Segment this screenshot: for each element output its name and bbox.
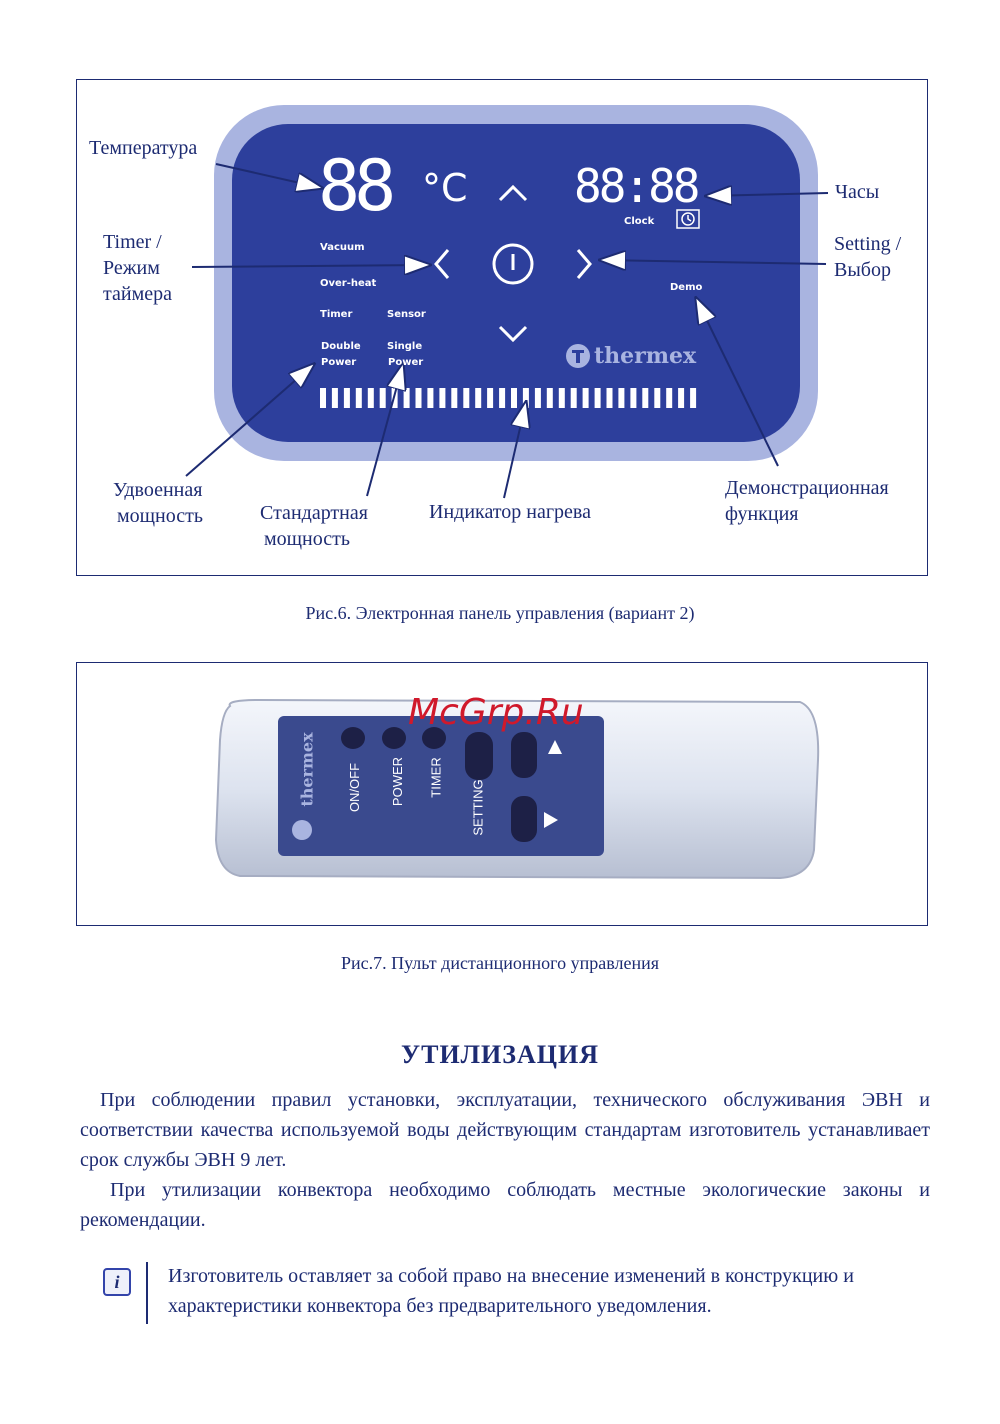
manufacturer-note: Изготовитель оставляет за собой право на внесение изменений в конструкцию и характеристики конвектора без предварительного уведомления. xyxy=(168,1265,854,1317)
heat-bar xyxy=(571,388,577,408)
heat-bar xyxy=(690,388,696,408)
paragraph-service-life: При соблюдении правил установки, эксплуатации, технического обслуживания ЭВН и соответствии качества используемой воды действующим стандартам изготовитель устанавливает срок службы ЭВН 9 лет. xyxy=(80,1089,930,1171)
heat-bar xyxy=(368,388,374,408)
heat-bar xyxy=(416,388,422,408)
heat-bar xyxy=(642,388,648,408)
heat-bar xyxy=(332,388,338,408)
label-demo-2: функция xyxy=(725,503,799,525)
vacuum-label: Vacuum xyxy=(320,242,365,253)
heat-bar xyxy=(356,388,362,408)
heat-bar xyxy=(487,388,493,408)
clock-display: 88:88 xyxy=(574,159,698,213)
heat-bar xyxy=(511,388,517,408)
heat-bar xyxy=(678,388,684,408)
remote-control-illustration xyxy=(0,640,1000,940)
heat-bar xyxy=(559,388,565,408)
label-demo-1: Демонстрационная xyxy=(725,477,889,499)
single-power-label-1: Single xyxy=(387,341,423,352)
timer-label: Timer xyxy=(320,309,353,320)
label-timer: Timer / xyxy=(103,231,162,253)
paragraph-disposal: При утилизации конвектора необходимо соблюдать местные экологические законы и рекомендации. xyxy=(80,1179,930,1231)
label-double-power-2: мощность xyxy=(117,505,203,527)
remote-power-label: POWER xyxy=(390,756,406,807)
label-timer-mode-1: Режим xyxy=(103,257,160,279)
figure-7-caption: Рис.7. Пульт дистанционного управления xyxy=(340,953,660,973)
setting-button xyxy=(465,732,493,780)
heat-bar xyxy=(451,388,457,408)
brand-logo-text: thermex xyxy=(594,343,697,369)
remote-timer-label: TIMER xyxy=(428,757,444,798)
temperature-unit: °C xyxy=(422,166,468,210)
label-setting-2: Выбор xyxy=(834,259,891,281)
clock-label: Clock xyxy=(624,216,655,227)
label-double-power-1: Удвоенная xyxy=(113,479,203,501)
double-power-label-1: Double xyxy=(321,341,361,352)
remote-brand-text: thermex xyxy=(297,732,317,807)
heat-bar xyxy=(404,388,410,408)
label-clock: Часы xyxy=(835,181,880,203)
heat-bar xyxy=(344,388,350,408)
info-icon: i xyxy=(103,1268,131,1296)
label-timer-mode-2: таймера xyxy=(103,283,172,305)
heat-bar xyxy=(547,388,553,408)
heat-bar xyxy=(320,388,326,408)
heat-bar xyxy=(630,388,636,408)
single-power-label-2: Power xyxy=(388,357,424,368)
figure-6-caption: Рис.6. Электронная панель управления (вариант 2) xyxy=(305,603,695,623)
overheat-label: Over-heat xyxy=(320,278,377,289)
up-button xyxy=(511,732,537,778)
watermark: McGrp.Ru xyxy=(408,692,584,733)
heat-bar xyxy=(499,388,505,408)
heat-bar xyxy=(583,388,589,408)
thermex-logo-icon xyxy=(566,344,590,368)
label-standard-power-1: Стандартная xyxy=(260,502,368,524)
section-title: УТИЛИЗАЦИЯ xyxy=(401,1040,599,1069)
label-standard-power-2: мощность xyxy=(264,528,350,550)
double-power-label-2: Power xyxy=(321,357,357,368)
heat-bar xyxy=(463,388,469,408)
down-button xyxy=(511,796,537,842)
label-heat-indicator: Индикатор нагрева xyxy=(429,501,591,523)
label-setting-1: Setting / xyxy=(834,233,902,255)
heat-bar xyxy=(595,388,601,408)
sensor-label: Sensor xyxy=(387,309,426,320)
heat-bar xyxy=(666,388,672,408)
power-button xyxy=(382,727,406,749)
heat-bar xyxy=(618,388,624,408)
on-off-button xyxy=(341,727,365,749)
heat-bar xyxy=(427,388,433,408)
note-divider xyxy=(146,1262,148,1324)
remote-logo-icon xyxy=(292,820,312,840)
demo-label: Demo xyxy=(670,282,703,293)
label-temperature: Температура xyxy=(89,137,198,159)
remote-on-off-label: ON/OFF xyxy=(347,762,363,813)
heat-bar xyxy=(607,388,613,408)
heat-bar xyxy=(535,388,541,408)
heat-bar xyxy=(439,388,445,408)
temperature-display: 88 xyxy=(318,145,391,227)
heat-bar xyxy=(654,388,660,408)
heat-bar xyxy=(380,388,386,408)
remote-setting-label: SETTING xyxy=(470,779,486,836)
heat-bar xyxy=(475,388,481,408)
